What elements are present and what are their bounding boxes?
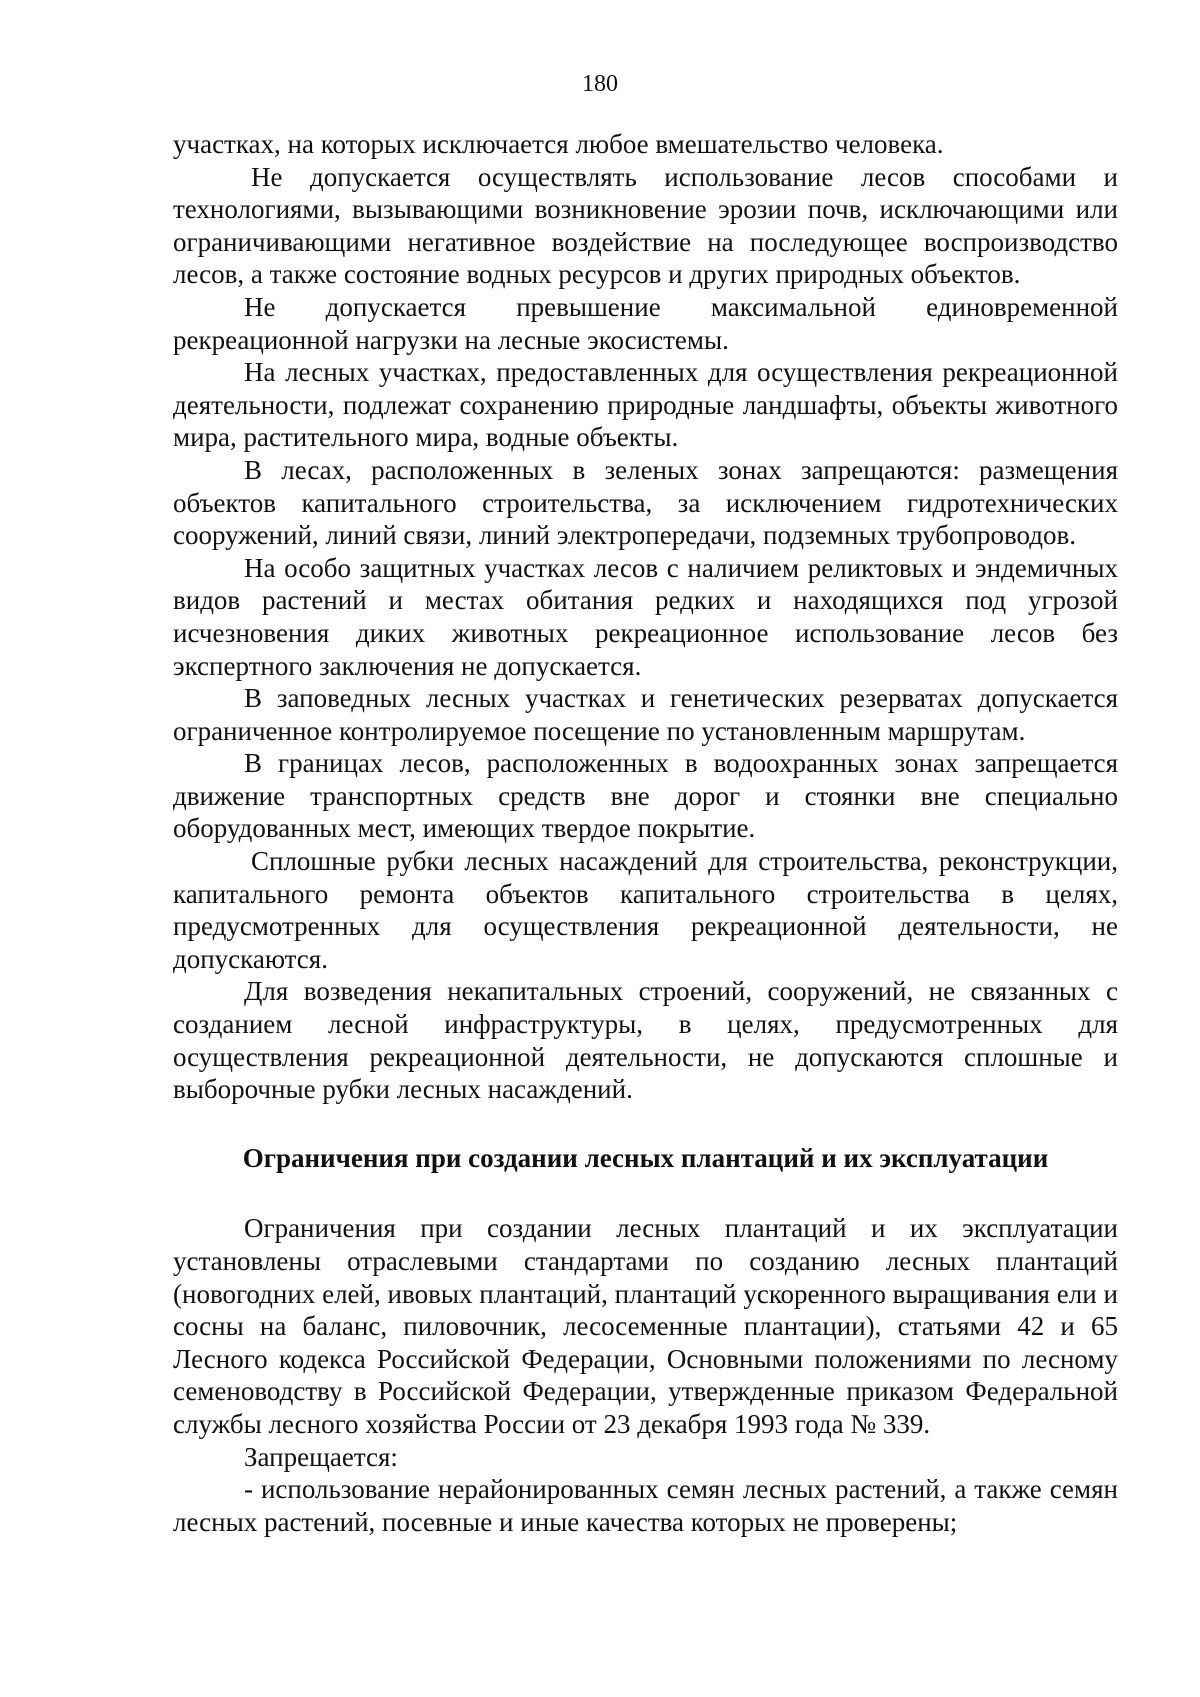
section-heading: Ограничения при создании лесных плантаций и их эксплуатации (242, 1142, 1049, 1173)
document-body (173, 128, 1118, 1538)
paragraph-green-zones: В лесах, расположенных в зеленых зонах запрещаются: размещения объектов капитального строительства, за исключением гидротехнических сооружений, линий связи, линий электропередачи, подземных трубопроводов. (173, 454, 1118, 551)
paragraph-recreational-load: Не допускается превышение максимальной единовременной рекреационной нагрузки на лесные экосистемы. (173, 291, 1118, 355)
paragraph-prohibited-label: Запрещается: (244, 1441, 398, 1472)
paragraph-protected-areas: На особо защитных участках лесов с наличием реликтовых и эндемичных видов растений и местах обитания редких и находящихся под угрозой исчезновения диких животных рекреационное использование лесов без экспертного заключения не допускается. (173, 552, 1118, 681)
paragraph-continuation: участках, на которых исключается любое вмешательство человека. (173, 129, 944, 159)
paragraph-plantation-standards: Ограничения при создании лесных плантаций и их эксплуатации установлены отраслевыми стандартами по созданию лесных плантаций (новогодних елей, ивовых плантаций, плантаций ускоренного выращивания ели и сосны на баланс, пиловочник, лесосеменные плантации), статьями 42 и 65 Лесного кодекса Российской Федерации, Основными положениями по лесному семеноводству в Российской Федерации, утвержденные приказом Федеральной службы лесного хозяйства России от 23 декабря 1993 года № 339. (173, 1213, 1118, 1439)
list-item-seeds: - использование нерайонированных семян лесных растений, а также семян лесных растений, посевные и иные качества которых не проверены; (173, 1474, 1118, 1537)
page-number: 180 (582, 71, 618, 97)
paragraph-clear-cutting: Сплошные рубки лесных насаждений для строительства, реконструкции, капитального ремонта объектов капитального строительства в целях, предусмотренных для осуществления рекреационной деятельности, не допускаются. (173, 846, 1118, 974)
paragraph-temporary-structures: Для возведения некапитальных строений, сооружений, не связанных с созданием лесной инфраструктуры, в целях, предусмотренных для осуществления рекреационной деятельности, не допускаются сплошные и выборочные рубки лесных насаждений. (173, 976, 1118, 1105)
paragraph-water-protection-zones: В границах лесов, расположенных в водоохранных зонах запрещается движение транспортных средств вне дорог и стоянки вне специально оборудованных мест, имеющих твердое покрытие. (173, 748, 1118, 844)
paragraph-erosion-restriction: Не допускается осуществлять использование лесов способами и технологиями, вызывающими возникновение эрозии почв, исключающими или ограничивающими негативное воздействие на последующее воспроизводство лесов, а также состояние водных ресурсов и других природных объектов. (173, 161, 1118, 290)
paragraph-reserved-areas: В заповедных лесных участках и генетических резерватах допускается ограниченное контролируемое посещение по установленным маршрутам. (173, 683, 1118, 746)
paragraph-landscape-preservation: На лесных участках, предоставленных для осуществления рекреационной деятельности, подлежат сохранению природные ландшафты, объекты животного мира, растительного мира, водные объекты. (173, 357, 1118, 453)
